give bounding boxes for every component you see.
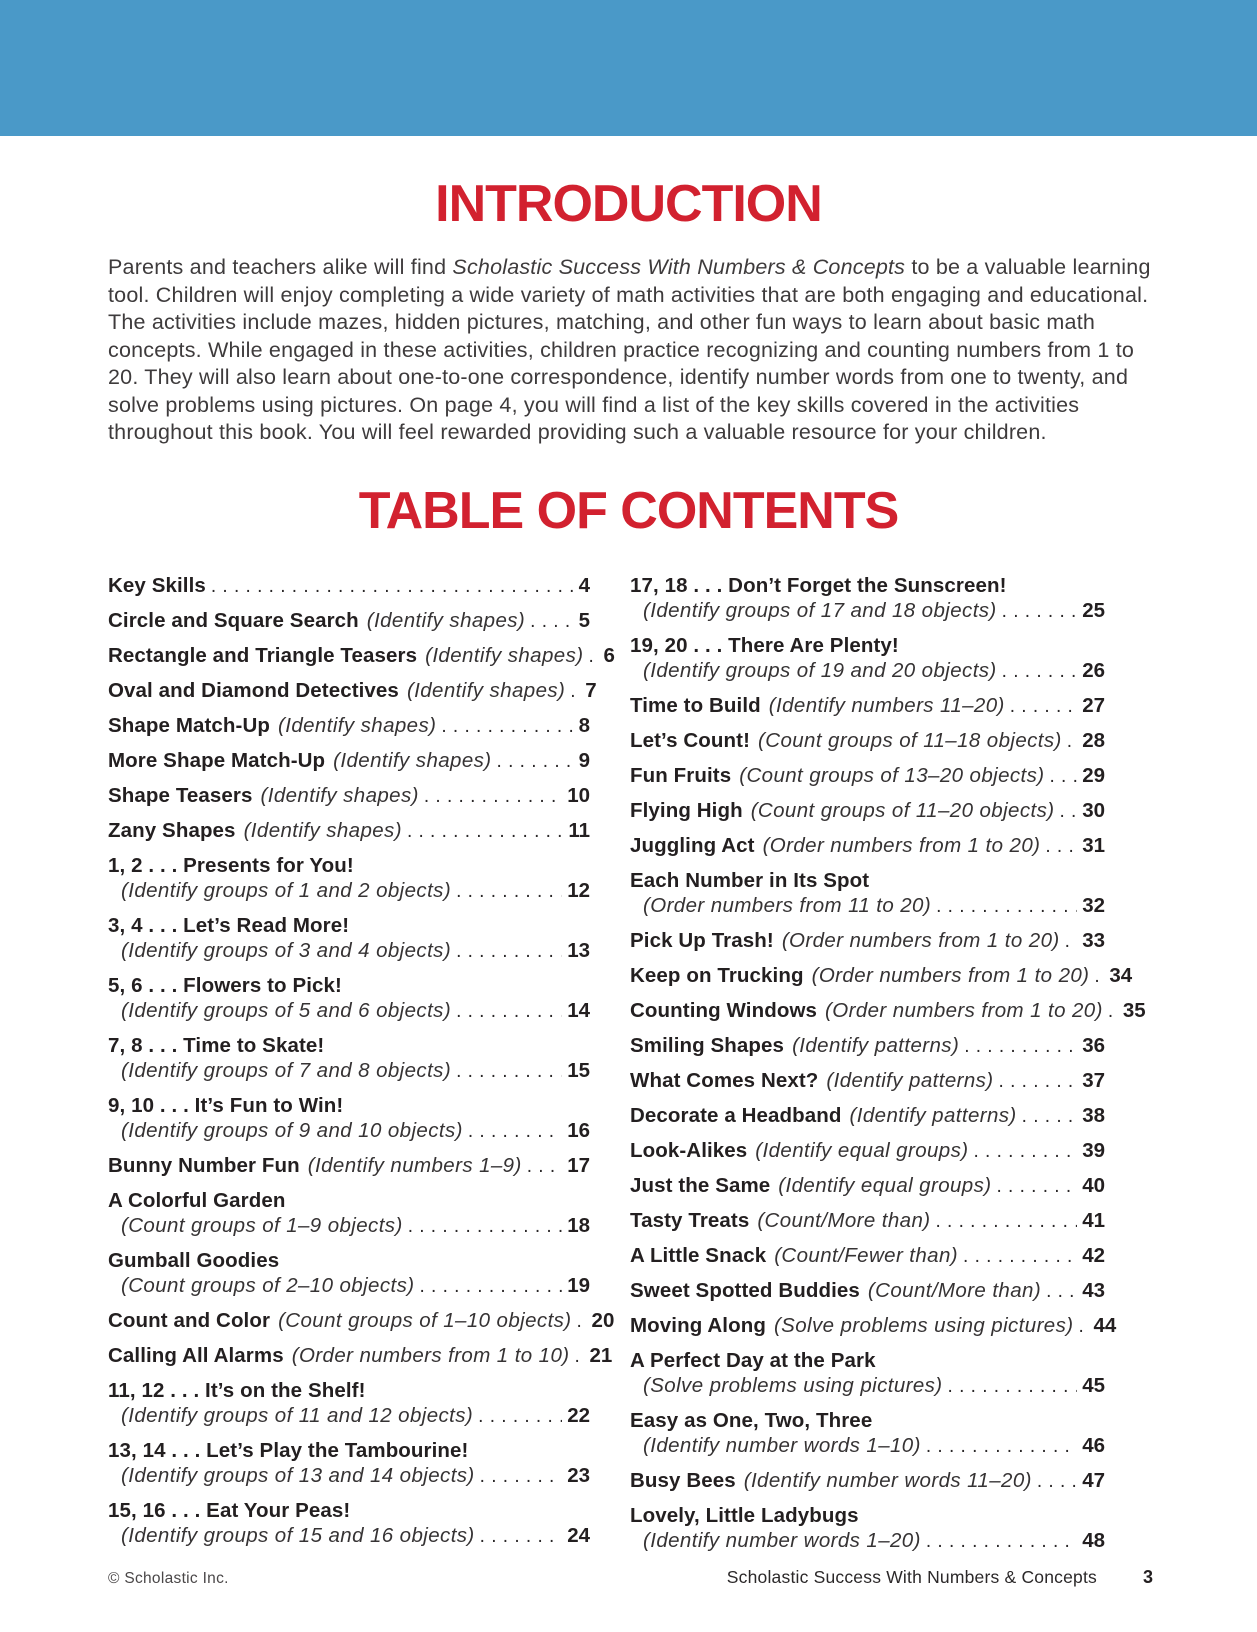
dot-leader: [468, 1119, 562, 1144]
toc-entry-skill: (Identify shapes): [366, 608, 526, 632]
toc-entry: [108, 713, 590, 739]
toc-entry: [108, 678, 597, 704]
intro-text-before: Parents and teachers alike will find: [108, 255, 453, 279]
toc-entry-skill: (Solve problems using pictures): [773, 1313, 1074, 1337]
toc-entry-page: 25: [1082, 598, 1105, 622]
toc-entry-title: Moving Along: [630, 1313, 766, 1337]
toc-entry: [630, 763, 1105, 789]
toc-entry-skill: (Identify groups of 11 and 12 objects): [121, 1403, 474, 1427]
toc-column-right: [630, 573, 1146, 1563]
intro-paragraph: [108, 254, 1151, 447]
toc-entry-skill: (Count groups of 1–9 objects): [121, 1213, 403, 1237]
toc-entry-page: 23: [567, 1463, 590, 1487]
toc-entry-title: What Comes Next?: [630, 1068, 819, 1092]
toc-entry: [630, 1138, 1105, 1164]
dot-leader: [963, 1244, 1077, 1269]
toc-entry: [630, 1033, 1105, 1059]
toc-entry-title: 15, 16 . . . Eat Your Peas!: [108, 1498, 351, 1522]
toc-entry-skill: (Identify shapes): [425, 643, 584, 667]
dot-leader: [1108, 999, 1118, 1024]
dot-leader: [480, 1524, 563, 1549]
toc-column-left: [108, 573, 615, 1563]
toc-entry-skill: (Identify patterns): [849, 1103, 1017, 1127]
dot-leader: [497, 749, 574, 774]
toc-entry-page: 6: [603, 643, 615, 667]
toc-entry: [108, 853, 590, 904]
dot-leader: [964, 1034, 1077, 1059]
toc-entry-title: Flying High: [630, 798, 743, 822]
toc-entry-page: 16: [567, 1118, 590, 1142]
toc-entry: [630, 1068, 1105, 1094]
toc-entry-title: Calling All Alarms: [108, 1343, 284, 1367]
table-of-contents: [108, 573, 1146, 1563]
toc-entry: [108, 573, 590, 599]
toc-entry-title: 7, 8 . . . Time to Skate!: [108, 1033, 325, 1057]
toc-entry-title: Shape Match-Up: [108, 713, 270, 737]
toc-entry-skill: (Identify groups of 9 and 10 objects): [121, 1118, 463, 1142]
toc-entry: [108, 913, 590, 964]
toc-entry-page: 46: [1082, 1433, 1105, 1457]
toc-entry: [108, 1308, 615, 1334]
dot-leader: [1094, 964, 1104, 989]
toc-entry: [108, 783, 590, 809]
toc-entry: [630, 1408, 1105, 1459]
toc-entry-title: 5, 6 . . . Flowers to Pick!: [108, 973, 342, 997]
toc-entry-title: Busy Bees: [630, 1468, 736, 1492]
toc-entry-page: 40: [1082, 1173, 1105, 1197]
dot-leader: [948, 1374, 1078, 1399]
toc-entry-title: Smiling Shapes: [630, 1033, 785, 1057]
toc-entry-page: 5: [578, 608, 590, 632]
toc-entry-title: Key Skills: [108, 573, 206, 597]
toc-entry-title: Pick Up Trash!: [630, 928, 774, 952]
toc-entry: [630, 1243, 1105, 1269]
toc-entry-skill: (Identify groups of 13 and 14 objects): [121, 1463, 475, 1487]
toc-entry-title: 3, 4 . . . Let’s Read More!: [108, 913, 350, 937]
toc-entry-title: Count and Color: [108, 1308, 271, 1332]
toc-entry-skill: (Identify groups of 1 and 2 objects): [121, 878, 452, 902]
toc-entry: [630, 868, 1105, 919]
dot-leader: [456, 999, 562, 1024]
toc-entry-skill: (Order numbers from 1 to 20): [781, 928, 1060, 952]
dot-leader: [441, 714, 573, 739]
page-number: 3: [1142, 1567, 1153, 1587]
toc-entry: [630, 998, 1146, 1024]
toc-entry-page: 13: [567, 938, 590, 962]
toc-entry: [630, 798, 1105, 824]
toc-entry-skill: (Count/Fewer than): [774, 1243, 959, 1267]
toc-entry-title: Look-Alikes: [630, 1138, 748, 1162]
toc-entry-page: 30: [1082, 798, 1105, 822]
toc-entry-skill: (Identify groups of 15 and 16 objects): [121, 1523, 475, 1547]
dot-leader: [419, 1274, 562, 1299]
toc-entry-title: Gumball Goodies: [108, 1248, 280, 1272]
toc-entry-page: 12: [567, 878, 590, 902]
toc-entry-skill: (Solve problems using pictures): [643, 1373, 943, 1397]
toc-entry-skill: (Order numbers from 11 to 20): [643, 893, 932, 917]
toc-entry: [630, 1103, 1105, 1129]
dot-leader: [407, 819, 563, 844]
toc-entry-skill: (Identify shapes): [333, 748, 492, 772]
toc-entry-title: Time to Build: [630, 693, 761, 717]
toc-entry-title: 13, 14 . . . Let’s Play the Tambourine!: [108, 1438, 469, 1462]
toc-entry-page: 38: [1082, 1103, 1105, 1127]
toc-entry-title: 19, 20 . . . There Are Plenty!: [630, 633, 899, 657]
toc-entry-page: 14: [567, 998, 590, 1022]
toc-entry: [630, 833, 1105, 859]
footer-book-title: Scholastic Success With Numbers & Concepts: [726, 1567, 1097, 1587]
toc-entry-title: Juggling Act: [630, 833, 755, 857]
toc-entry-title: Easy as One, Two, Three: [630, 1408, 873, 1432]
dot-leader: [1022, 1104, 1078, 1129]
dot-leader: [527, 1154, 562, 1179]
dot-leader: [480, 1464, 563, 1489]
toc-entry-skill: (Identify equal groups): [755, 1138, 969, 1162]
dot-leader: [456, 879, 562, 904]
dot-leader: [1050, 764, 1078, 789]
toc-entry-title: Fun Fruits: [630, 763, 732, 787]
dot-leader: [1059, 799, 1077, 824]
toc-entry-skill: (Order numbers from 1 to 20): [762, 833, 1041, 857]
dot-leader: [996, 1174, 1077, 1199]
toc-entry-title: Sweet Spotted Buddies: [630, 1278, 860, 1302]
toc-entry-skill: (Identify number words 1–10): [643, 1433, 921, 1457]
toc-entry-title: 17, 18 . . . Don’t Forget the Sunscreen!: [630, 573, 1007, 597]
toc-entry-page: 42: [1082, 1243, 1105, 1267]
toc-entry-skill: (Order numbers from 1 to 20): [825, 998, 1103, 1022]
dot-leader: [575, 1344, 585, 1369]
dot-leader: [1046, 1279, 1077, 1304]
dot-leader: [456, 939, 562, 964]
toc-entry-skill: (Count groups of 1–10 objects): [278, 1308, 572, 1332]
toc-entry-page: 36: [1082, 1033, 1105, 1057]
dot-leader: [1067, 729, 1077, 754]
toc-entry-skill: (Identify shapes): [406, 678, 566, 702]
dot-leader: [1037, 1469, 1077, 1494]
toc-entry: [108, 1438, 590, 1489]
toc-entry-skill: (Identify number words 11–20): [743, 1468, 1032, 1492]
toc-entry: [108, 643, 615, 669]
toc-entry-title: More Shape Match-Up: [108, 748, 326, 772]
toc-entry: [630, 1503, 1105, 1554]
toc-entry-page: 31: [1082, 833, 1105, 857]
dot-leader: [999, 1069, 1078, 1094]
toc-entry-page: 17: [567, 1153, 590, 1177]
toc-entry-page: 22: [567, 1403, 590, 1427]
toc-entry-skill: (Count/More than): [867, 1278, 1042, 1302]
toc-entry: [108, 1153, 590, 1179]
toc-entry-skill: (Order numbers from 1 to 20): [811, 963, 1090, 987]
dot-leader: [1010, 694, 1077, 719]
dot-leader: [211, 574, 574, 599]
toc-entry-title: 11, 12 . . . It’s on the Shelf!: [108, 1378, 366, 1402]
toc-entry: [108, 1378, 590, 1429]
dot-leader: [408, 1214, 563, 1239]
dot-leader: [973, 1139, 1077, 1164]
toc-entry-page: 34: [1109, 963, 1133, 987]
toc-entry-page: 24: [567, 1523, 590, 1547]
dot-leader: [1002, 599, 1078, 624]
toc-entry-title: Let’s Count!: [630, 728, 751, 752]
dot-leader: [530, 609, 573, 634]
toc-entry: [108, 1033, 590, 1084]
toc-entry: [630, 1278, 1105, 1304]
toc-entry-page: 35: [1122, 998, 1146, 1022]
toc-entry-skill: (Count groups of 11–18 objects): [758, 728, 1062, 752]
toc-entry-skill: (Identify groups of 17 and 18 objects): [643, 598, 997, 622]
toc-entry-page: 33: [1082, 928, 1105, 952]
toc-entry-page: 41: [1082, 1208, 1105, 1232]
toc-entry-skill: (Identify shapes): [278, 713, 437, 737]
toc-entry-title: Lovely, Little Ladybugs: [630, 1503, 859, 1527]
toc-entry-skill: (Count groups of 2–10 objects): [121, 1273, 415, 1297]
toc-entry-page: 8: [578, 713, 590, 737]
toc-entry-title: Bunny Number Fun: [108, 1153, 300, 1177]
toc-entry: [108, 748, 590, 774]
toc-entry-skill: (Identify patterns): [826, 1068, 994, 1092]
toc-entry: [108, 1248, 590, 1299]
copyright-notice: © Scholastic Inc.: [108, 1570, 229, 1587]
toc-entry-skill: (Identify equal groups): [778, 1173, 992, 1197]
toc-entry-page: 48: [1082, 1528, 1105, 1552]
toc-entry-title: Keep on Trucking: [630, 963, 804, 987]
toc-entry-page: 28: [1082, 728, 1105, 752]
toc-entry-skill: (Order numbers from 1 to 10): [291, 1343, 570, 1367]
toc-entry-page: 37: [1082, 1068, 1105, 1092]
toc-entry-page: 11: [568, 818, 590, 842]
dot-leader: [456, 1059, 562, 1084]
dot-leader: [478, 1404, 562, 1429]
toc-entry-title: Circle and Square Search: [108, 608, 359, 632]
toc-entry: [630, 963, 1133, 989]
toc-entry-page: 15: [567, 1058, 590, 1082]
toc-entry: [108, 973, 590, 1024]
toc-entry-page: 26: [1082, 658, 1105, 682]
toc-entry-page: 4: [578, 573, 590, 597]
toc-entry-page: 43: [1082, 1278, 1105, 1302]
toc-entry: [108, 1188, 590, 1239]
toc-entry-title: Shape Teasers: [108, 783, 253, 807]
toc-entry-title: Zany Shapes: [108, 818, 236, 842]
toc-entry-page: 19: [567, 1273, 590, 1297]
toc-entry-page: 21: [589, 1343, 613, 1367]
toc-entry-skill: (Identify numbers 1–9): [307, 1153, 522, 1177]
toc-entry: [630, 1468, 1105, 1494]
toc-entry: [108, 1498, 590, 1549]
toc-entry-title: Tasty Treats: [630, 1208, 750, 1232]
dot-leader: [1002, 659, 1078, 684]
toc-entry: [108, 608, 590, 634]
toc-entry-skill: (Identify groups of 5 and 6 objects): [121, 998, 452, 1022]
toc-entry: [630, 1173, 1105, 1199]
intro-text-after: to be a valuable learning tool. Children will enjoy completing a wide variety of math activities that are both engaging and educational. The activities include mazes, hidden pictures, matching, and other fun ways to learn about basic math concepts. While engaged in these activities, children practice recognizing and counting numbers from 1 to 20. They will also learn about one-to-one correspondence, identify number words from one to twenty, and solve problems using pictures. On page 4, you will find a list of the key skills covered in the activities throughout this book. You will feel rewarded providing such a valuable resource for your children.: [108, 255, 1151, 444]
toc-entry: [108, 818, 590, 844]
dot-leader: [926, 1434, 1077, 1459]
toc-entry: [630, 1208, 1105, 1234]
toc-entry-title: 9, 10 . . . It’s Fun to Win!: [108, 1093, 344, 1117]
toc-entry: [630, 928, 1105, 954]
toc-entry-title: 1, 2 . . . Presents for You!: [108, 853, 354, 877]
toc-entry-title: Just the Same: [630, 1173, 771, 1197]
toc-entry-skill: (Identify shapes): [260, 783, 419, 807]
toc-entry: [630, 1348, 1105, 1399]
toc-entry-page: 10: [567, 783, 590, 807]
toc-entry: [630, 728, 1105, 754]
toc-entry-page: 45: [1082, 1373, 1105, 1397]
toc-entry-title: Counting Windows: [630, 998, 818, 1022]
toc-entry-page: 27: [1082, 693, 1105, 717]
toc-entry-skill: (Identify groups of 3 and 4 objects): [121, 938, 452, 962]
toc-entry-title: Rectangle and Triangle Teasers: [108, 643, 418, 667]
toc-entry-skill: (Identify groups of 19 and 20 objects): [643, 658, 997, 682]
toc-entry: [108, 1343, 613, 1369]
toc-entry-title: Decorate a Headband: [630, 1103, 842, 1127]
toc-entry: [108, 1093, 590, 1144]
dot-leader: [926, 1529, 1077, 1554]
toc-entry-skill: (Identify numbers 11–20): [768, 693, 1005, 717]
toc-entry-page: 32: [1082, 893, 1105, 917]
toc-entry-title: A Colorful Garden: [108, 1188, 286, 1212]
dot-leader: [570, 679, 580, 704]
toc-entry-page: 39: [1082, 1138, 1105, 1162]
toc-entry-page: 20: [591, 1308, 615, 1332]
toc-entry-title: Each Number in Its Spot: [630, 868, 870, 892]
toc-entry-skill: (Identify groups of 7 and 8 objects): [121, 1058, 452, 1082]
toc-entry-title: Oval and Diamond Detectives: [108, 678, 399, 702]
toc-entry: [630, 1313, 1117, 1339]
dot-leader: [588, 644, 598, 669]
intro-book-title: Scholastic Success With Numbers & Concepts: [452, 255, 906, 279]
toc-entry-skill: (Identify shapes): [243, 818, 402, 842]
footer-right: [727, 1567, 1153, 1588]
toc-entry-skill: (Identify number words 1–20): [643, 1528, 921, 1552]
dot-leader: [935, 1209, 1077, 1234]
toc-entry-page: 29: [1082, 763, 1105, 787]
toc-entry-page: 9: [578, 748, 590, 772]
toc-entry-skill: (Identify patterns): [792, 1033, 960, 1057]
dot-leader: [1045, 834, 1077, 859]
dot-leader: [1078, 1314, 1088, 1339]
toc-entry-page: 47: [1082, 1468, 1105, 1492]
toc-entry-page: 18: [567, 1213, 590, 1237]
toc-entry-page: 44: [1093, 1313, 1117, 1337]
toc-entry: [630, 573, 1105, 624]
toc-entry-skill: (Count/More than): [757, 1208, 931, 1232]
toc-entry-page: 7: [585, 678, 597, 702]
dot-leader: [1065, 929, 1078, 954]
intro-title: INTRODUCTION: [435, 175, 822, 233]
toc-title: TABLE OF CONTENTS: [358, 481, 899, 540]
toc-entry-title: A Perfect Day at the Park: [630, 1348, 876, 1372]
dot-leader: [424, 784, 562, 809]
toc-entry: [630, 633, 1105, 684]
dot-leader: [577, 1309, 587, 1334]
toc-entry-skill: (Count groups of 11–20 objects): [750, 798, 1055, 822]
top-band: [0, 0, 1257, 136]
toc-entry-skill: (Count groups of 13–20 objects): [739, 763, 1045, 787]
page-footer: [108, 1567, 1153, 1588]
dot-leader: [936, 894, 1077, 919]
toc-entry-title: A Little Snack: [630, 1243, 767, 1267]
toc-entry: [630, 693, 1105, 719]
